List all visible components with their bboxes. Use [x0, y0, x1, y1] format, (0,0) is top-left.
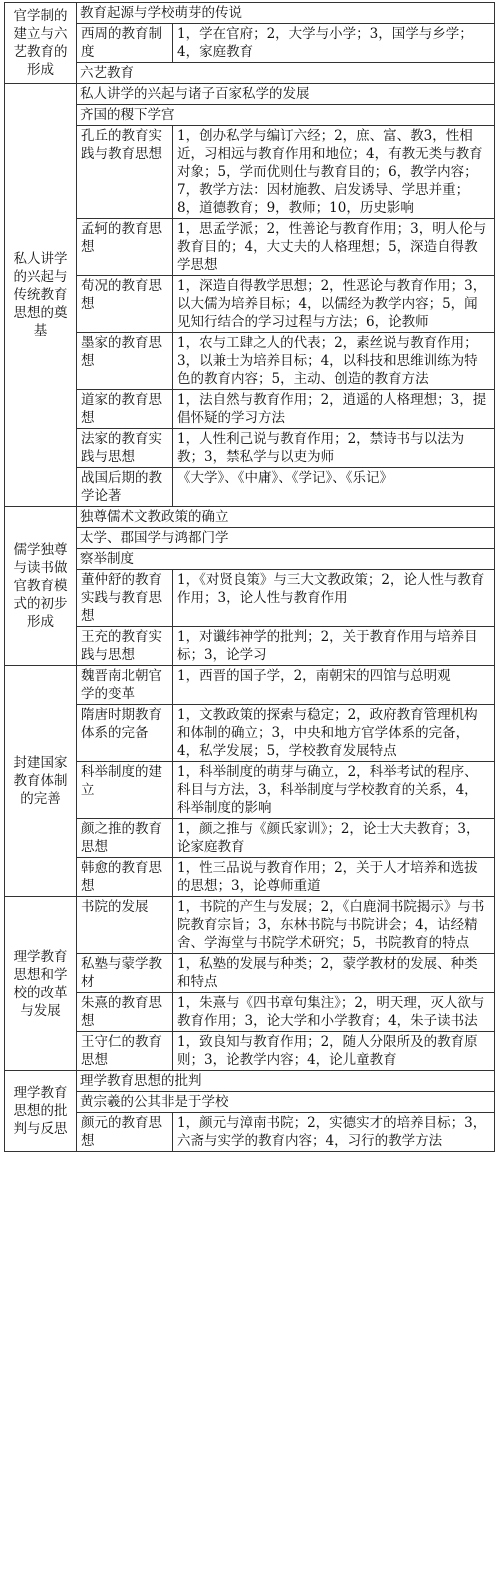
table-row	[5, 666, 495, 705]
topic-label: 王守仁的教育思想	[77, 1032, 173, 1071]
topic-details: 1，对谶纬神学的批判；2，关于教育作用与培养目标；3，论学习	[173, 627, 495, 666]
chapter-title: 理学教育思想和学校的改革与发展	[5, 897, 77, 1071]
chapter-title: 封建国家教育体制的完善	[5, 666, 77, 897]
chapter-title: 私人讲学的兴起与传统教育思想的奠基	[5, 84, 77, 507]
section-heading: 私人讲学的兴起与诸子百家私学的发展	[77, 84, 495, 105]
topic-details: 1，思孟学派；2，性善论与教育作用；3，明人伦与教育目的；4，大丈夫的人格理想；5，深造自得教学思想	[173, 219, 495, 276]
topic-label: 韩愈的教育思想	[77, 858, 173, 897]
topic-details: 1，私塾的发展与种类；2，蒙学教材的发展、种类和特点	[173, 954, 495, 993]
table-row	[5, 105, 495, 126]
topic-details: 1，《对贤良策》与三大文教政策；2，论人性与教育作用；3，论人性与教育作用	[173, 570, 495, 627]
topic-label: 道家的教育思想	[77, 390, 173, 429]
topic-label: 董仲舒的教育实践与教育思想	[77, 570, 173, 627]
topic-label: 荀况的教育思想	[77, 276, 173, 333]
topic-details: 1，科举制度的萌芽与确立，2，科举考试的程序、科目与方法，3，科举制度与学校教育的关系，4，科举制度的影响	[173, 762, 495, 819]
table-row	[5, 993, 495, 1032]
topic-details: 1，深造自得教学思想；2，性恶论与教育作用；3，以大儒为培养目标；4，以儒经为教学内容；5，闻见知行结合的学习过程与方法；6，论教师	[173, 276, 495, 333]
topic-details: 1，颜之推与《颜氏家训》；2，论士大夫教育；3，论家庭教育	[173, 819, 495, 858]
table-row	[5, 276, 495, 333]
table-row	[5, 3, 495, 24]
topic-label: 颜之推的教育思想	[77, 819, 173, 858]
topic-details: 1，致良知与教育作用；2，随人分限所及的教育原则；3，论教学内容；4，论儿童教育	[173, 1032, 495, 1071]
topic-label: 魏晋南北朝官学的变革	[77, 666, 173, 705]
topic-label: 王充的教育实践与思想	[77, 627, 173, 666]
topic-label: 朱熹的教育思想	[77, 993, 173, 1032]
table-row	[5, 126, 495, 219]
table-row	[5, 507, 495, 528]
section-heading: 教育起源与学校萌芽的传说	[77, 3, 495, 24]
table-row	[5, 705, 495, 762]
topic-details: 1，学在官府；2，大学与小学；3，国学与乡学；4，家庭教育	[173, 24, 495, 63]
section-heading: 察举制度	[77, 549, 495, 570]
topic-details: 1，农与工肆之人的代表；2，素丝说与教育作用；3，以兼士为培养目标；4，以科技和思维训练为特色的教育内容；5，主动、创造的教育方法	[173, 333, 495, 390]
topic-label: 书院的发展	[77, 897, 173, 954]
table-row	[5, 1092, 495, 1113]
section-heading: 黄宗羲的公其非是于学校	[77, 1092, 495, 1113]
table-row	[5, 1032, 495, 1071]
topic-details: 1，创办私学与编订六经；2，庶、富、教3，性相近，习相远与教育作用和地位；4，有教无类与教育对象；5，学而优则仕与教育目的；6，教学内容；7，教学方法：因材施教、启发诱导、学思并重；8，道德教育；9，教师；10，历史影响	[173, 126, 495, 219]
table-row	[5, 84, 495, 105]
table-row	[5, 528, 495, 549]
table-row	[5, 1071, 495, 1092]
topic-details: 1，文教政策的探索与稳定；2，政府教育管理机构和体制的确立；3，中央和地方官学体系的完备，4，私学发展；5，学校教育发展特点	[173, 705, 495, 762]
topic-details: 1，性三品说与教育作用；2，关于人才培养和选拔的思想；3，论尊师重道	[173, 858, 495, 897]
chapter-title: 儒学独尊与读书做官教育模式的初步形成	[5, 507, 77, 666]
chapter-title: 官学制的建立与六艺教育的形成	[5, 3, 77, 84]
topic-label: 孟轲的教育思想	[77, 219, 173, 276]
section-heading: 理学教育思想的批判	[77, 1071, 495, 1092]
topic-label: 颜元的教育思想	[77, 1113, 173, 1152]
section-heading: 太学、郡国学与鸿都门学	[77, 528, 495, 549]
table-row	[5, 390, 495, 429]
table-row	[5, 24, 495, 63]
table-row	[5, 63, 495, 84]
topic-details: 1，人性利己说与教育作用；2，禁诗书与以法为教；3，禁私学与以吏为师	[173, 429, 495, 468]
table-row	[5, 570, 495, 627]
topic-details: 1，西晋的国子学，2，南朝宋的四馆与总明观	[173, 666, 495, 705]
table-row	[5, 1113, 495, 1152]
table-row	[5, 219, 495, 276]
topic-label: 墨家的教育思想	[77, 333, 173, 390]
chapter-title: 理学教育思想的批判与反思	[5, 1071, 77, 1152]
curriculum-outline-table	[4, 2, 495, 1152]
table-row	[5, 549, 495, 570]
topic-label: 法家的教育实践与思想	[77, 429, 173, 468]
table-row	[5, 897, 495, 954]
topic-details: 1，法自然与教育作用；2，逍遥的人格理想；3，提倡怀疑的学习方法	[173, 390, 495, 429]
topic-details: 1，书院的产生与发展；2，《白鹿洞书院揭示》与书院教育宗旨；3，东林书院与书院讲会；4，诂经精舍、学海堂与书院学术研究；5，书院教育的特点	[173, 897, 495, 954]
topic-label: 私塾与蒙学教材	[77, 954, 173, 993]
topic-details: 《大学》、《中庸》、《学记》、《乐记》	[173, 468, 495, 507]
section-heading: 齐国的稷下学宫	[77, 105, 495, 126]
topic-label: 科举制度的建立	[77, 762, 173, 819]
table-row	[5, 468, 495, 507]
table-row	[5, 819, 495, 858]
table-row	[5, 627, 495, 666]
table-row	[5, 762, 495, 819]
section-heading: 六艺教育	[77, 63, 495, 84]
outline-body	[5, 3, 495, 1152]
table-row	[5, 954, 495, 993]
table-row	[5, 858, 495, 897]
table-row	[5, 333, 495, 390]
topic-label: 西周的教育制度	[77, 24, 173, 63]
topic-details: 1，朱熹与《四书章句集注》；2，明天理，灭人欲与教育作用；3，论大学和小学教育；4，朱子读书法	[173, 993, 495, 1032]
section-heading: 独尊儒术文教政策的确立	[77, 507, 495, 528]
topic-label: 隋唐时期教育体系的完备	[77, 705, 173, 762]
topic-details: 1，颜元与漳南书院；2，实德实才的培养目标；3，六斋与实学的教育内容；4，习行的教学方法	[173, 1113, 495, 1152]
table-row	[5, 429, 495, 468]
topic-label: 孔丘的教育实践与教育思想	[77, 126, 173, 219]
topic-label: 战国后期的教学论著	[77, 468, 173, 507]
